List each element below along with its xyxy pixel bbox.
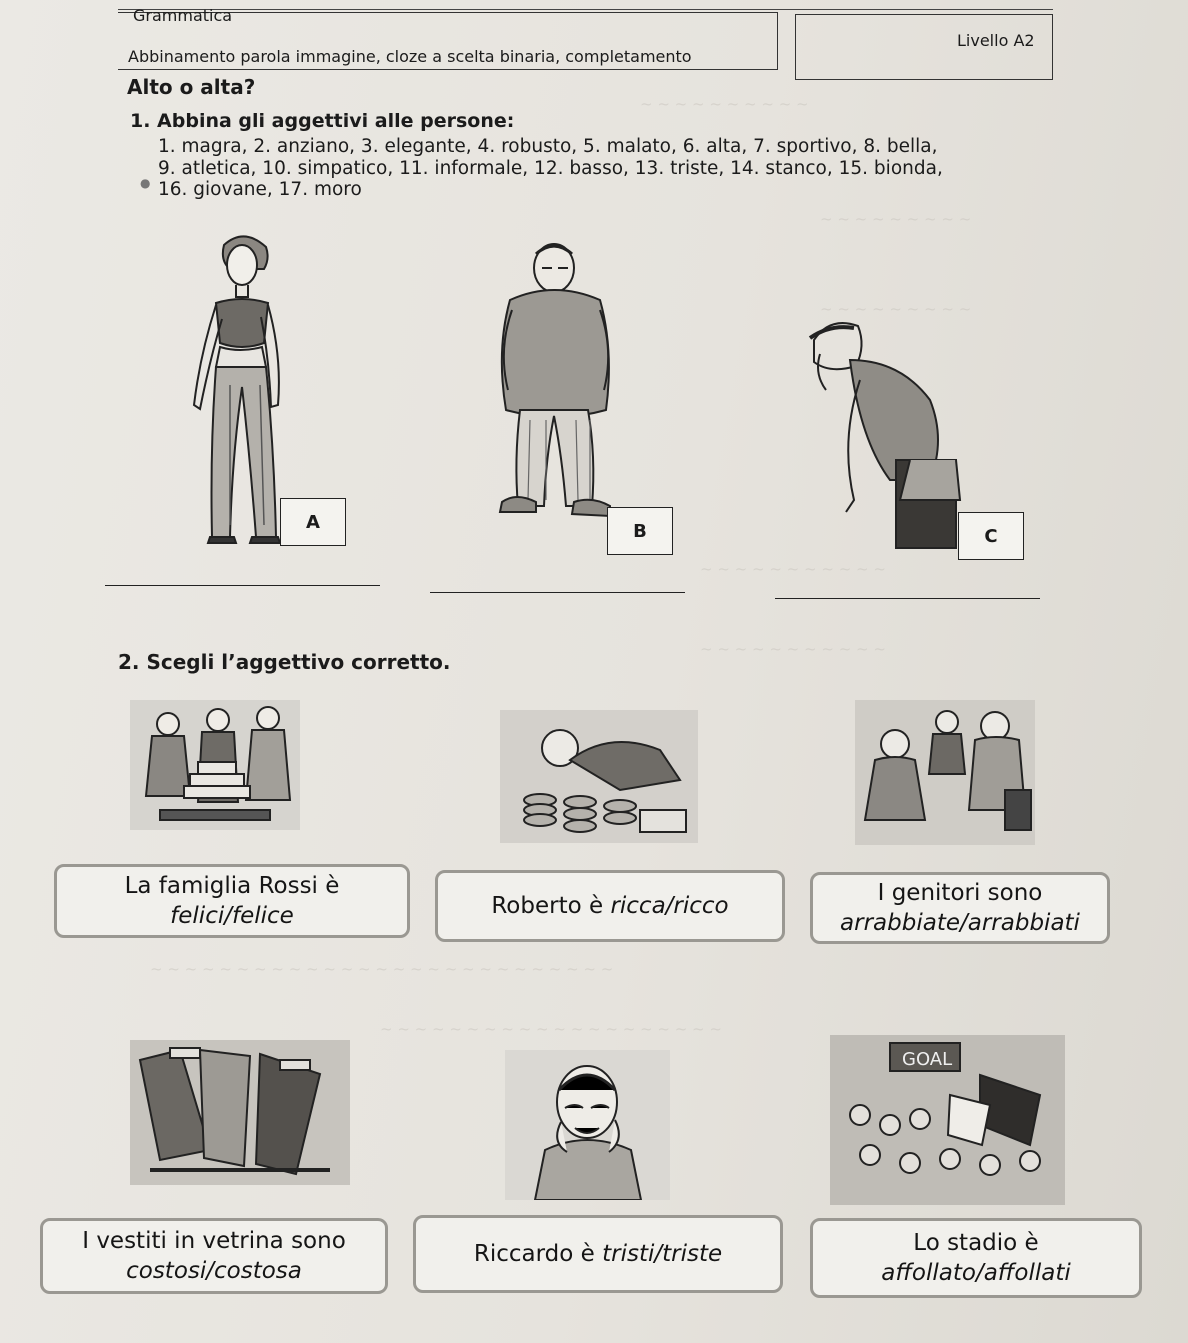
choice-costosi-costosa[interactable]: costosi/costosa [126,1258,302,1284]
svg-text:GOAL: GOAL [902,1049,953,1070]
stout-man-illustration [490,240,630,530]
figure-label-c: C [958,512,1024,560]
sentence-roberto[interactable] [435,870,785,942]
level-label: Livello A2 [957,31,1035,50]
choice-affollato-affollati[interactable]: affollato/affollati [881,1260,1071,1286]
sentence-prefix: La famiglia Rossi è [124,873,340,899]
word-list-line-3: 16. giovane, 17. moro [158,179,362,200]
bleed-through-text: ~ ~ ~ ~ ~ ~ ~ ~ ~ ~ ~ [700,560,886,578]
figure-label-b: B [607,507,673,555]
sentence-prefix: Lo stadio è [913,1230,1039,1256]
exercise-2-instruction: 2. Scegli l’aggettivo corretto. [118,650,451,674]
subject-label: Grammatica [133,6,233,25]
sentence-riccardo[interactable] [413,1215,783,1293]
header-rule [118,9,1053,10]
bleed-through-text: ~ ~ ~ ~ ~ ~ ~ ~ ~ [820,300,972,318]
sentence-family-rossi[interactable] [54,864,410,938]
crying-man-illustration [505,1050,670,1200]
bleed-through-text: ~ ~ ~ ~ ~ ~ ~ ~ ~ ~ ~ ~ ~ ~ ~ ~ ~ ~ ~ ~ ~ ~ ~ ~ ~ ~ ~ [150,960,614,978]
sentence-genitori[interactable] [810,872,1110,944]
bleed-through-text: ~ ~ ~ ~ ~ ~ ~ ~ ~ ~ [640,95,809,113]
figure-label-a: A [280,498,346,546]
shop-window-clothes-illustration [130,1040,350,1185]
exercise-1-instruction: 1. Abbina gli aggettivi alle persone: [130,110,515,132]
answer-line-a[interactable] [105,585,380,586]
man-with-coins-illustration [500,710,698,843]
angry-parents-illustration [855,700,1035,845]
choice-arrabbiate-arrabbiati[interactable]: arrabbiate/arrabbiati [840,910,1080,936]
choice-ricca-ricco[interactable]: ricca/ricco [610,893,729,919]
word-list-line-1: 1. magra, 2. anziano, 3. elegante, 4. robusto, 5. malato, 6. alta, 7. sportivo, 8. bella, [158,136,938,157]
sentence-vestiti[interactable] [40,1218,388,1294]
sentence-prefix: I vestiti in vetrina sono [82,1228,346,1254]
word-list-line-2: 9. atletica, 10. simpatico, 11. informale, 12. basso, 13. triste, 14. stanco, 15. bionda, [158,158,943,179]
choice-tristi-triste[interactable]: tristi/triste [602,1241,723,1267]
choice-felici-felice[interactable]: felici/felice [170,903,294,929]
bleed-through-text: ~ ~ ~ ~ ~ ~ ~ ~ ~ [820,210,972,228]
bleed-through-text: ~ ~ ~ ~ ~ ~ ~ ~ ~ ~ ~ [700,640,886,658]
sentence-stadio[interactable] [810,1218,1142,1298]
family-wedding-cake-illustration [130,700,300,830]
sentence-prefix: I genitori sono [877,880,1043,906]
sentence-prefix: Roberto è [491,893,604,919]
crowded-stadium-illustration [830,1035,1065,1205]
sentence-prefix: Riccardo è [473,1241,595,1267]
answer-line-c[interactable] [775,598,1040,599]
tired-old-man-illustration [800,310,970,555]
activity-description: Abbinamento parola immagine, cloze a scelta binaria, completamento [128,47,692,66]
bullet-dot: ● [140,176,151,190]
page-title: Alto o alta? [127,75,256,99]
bleed-through-text: ~ ~ ~ ~ ~ ~ ~ ~ ~ ~ ~ ~ ~ ~ ~ ~ ~ ~ ~ ~ [380,1020,722,1038]
answer-line-b[interactable] [430,592,685,593]
